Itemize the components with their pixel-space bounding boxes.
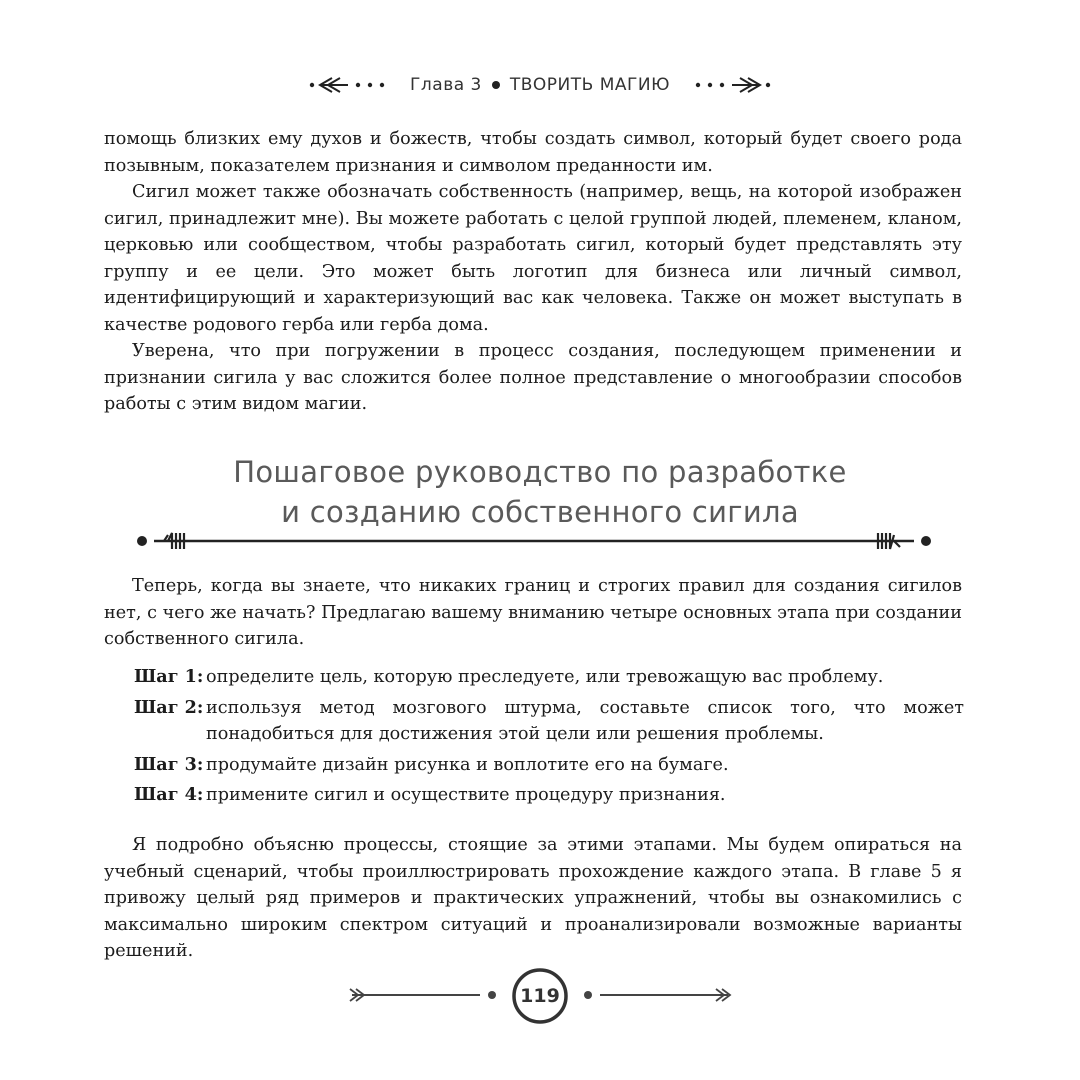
- paragraph-closing: Я подробно объясню процессы, стоящие за этими этапами. Мы будем опираться на учебный сценарий, чтобы проиллюстрировать прохождение каждого этапа. В главе 5 я привожу целый ряд примеров и практических упражнений, чтобы вы ознакомились с максимально широким спектром ситуаций и проанализировали возможные варианты решений.: [104, 835, 962, 962]
- step-label: Шаг 1:: [134, 666, 204, 687]
- step-text: используя метод мозгового штурма, составьте список того, что может понадобиться для достижения этой цели или решения проблемы.: [206, 697, 964, 745]
- bullet-icon: [492, 81, 500, 89]
- step-label: Шаг 3:: [134, 753, 204, 775]
- right-arrow-ornament-icon: [692, 75, 772, 95]
- paragraph-ownership: Сигил может также обозначать собственность (например, вещь, на которой изображен сигил, принадлежит мне). Вы можете работать с целой группой людей, племенем, кланом, церковью или сообществом, чтобы разработать сигил, который будет представлять эту группу и ее цели. Это может быть логотип для бизнеса или личный символ, идентифицирующий и характеризующий вас как человека. Также он может выступать в качестве родового герба или герба дома.: [104, 182, 962, 335]
- section-heading-line-1: Пошаговое руководство по разработке: [233, 455, 847, 489]
- section-divider-ornament-icon: [134, 526, 934, 556]
- left-arrow-ornament-icon: [308, 75, 388, 95]
- paragraph-conclusion: Уверена, что при погружении в процесс создания, последующем применении и признании сигила у вас сложится более полное представление о многообразии способов работы с этим видом магии.: [104, 341, 962, 415]
- step-text: продумайте дизайн рисунка и воплотите его на бумаге.: [206, 754, 729, 775]
- list-item: [134, 782, 964, 809]
- list-item: [134, 664, 964, 691]
- step-text: определите цель, которую преследуете, или тревожащую вас проблему.: [206, 667, 884, 687]
- step-text: примените сигил и осуществите процедуру признания.: [206, 785, 726, 806]
- running-header-text: [410, 75, 670, 95]
- step-label: Шаг 4:: [134, 784, 204, 806]
- section-heading-line-2: и созданию собственного сигила: [281, 495, 799, 529]
- paragraph-intro: Теперь, когда вы знаете, что никаких границ и строгих правил для создания сигилов нет, с чего же начать? Предлагаю вашему вниманию четыре основных этапа при создании собственного сигила.: [104, 576, 962, 650]
- steps-list: [134, 664, 964, 813]
- list-item: [134, 752, 964, 779]
- running-header: [0, 70, 1080, 100]
- paragraph-continuation: помощь близких ему духов и божеств, чтобы создать символ, который будет своего рода позывным, показателем признания и символом преданности им.: [104, 129, 962, 176]
- page-number: 119: [520, 985, 560, 1007]
- chapter-label: Глава 3: [410, 75, 482, 95]
- list-item: [134, 695, 964, 748]
- section-heading: [0, 452, 1080, 532]
- page-footer: [330, 964, 750, 1028]
- chapter-title: ТВОРИТЬ МАГИЮ: [509, 75, 670, 95]
- step-label: Шаг 2:: [134, 696, 204, 718]
